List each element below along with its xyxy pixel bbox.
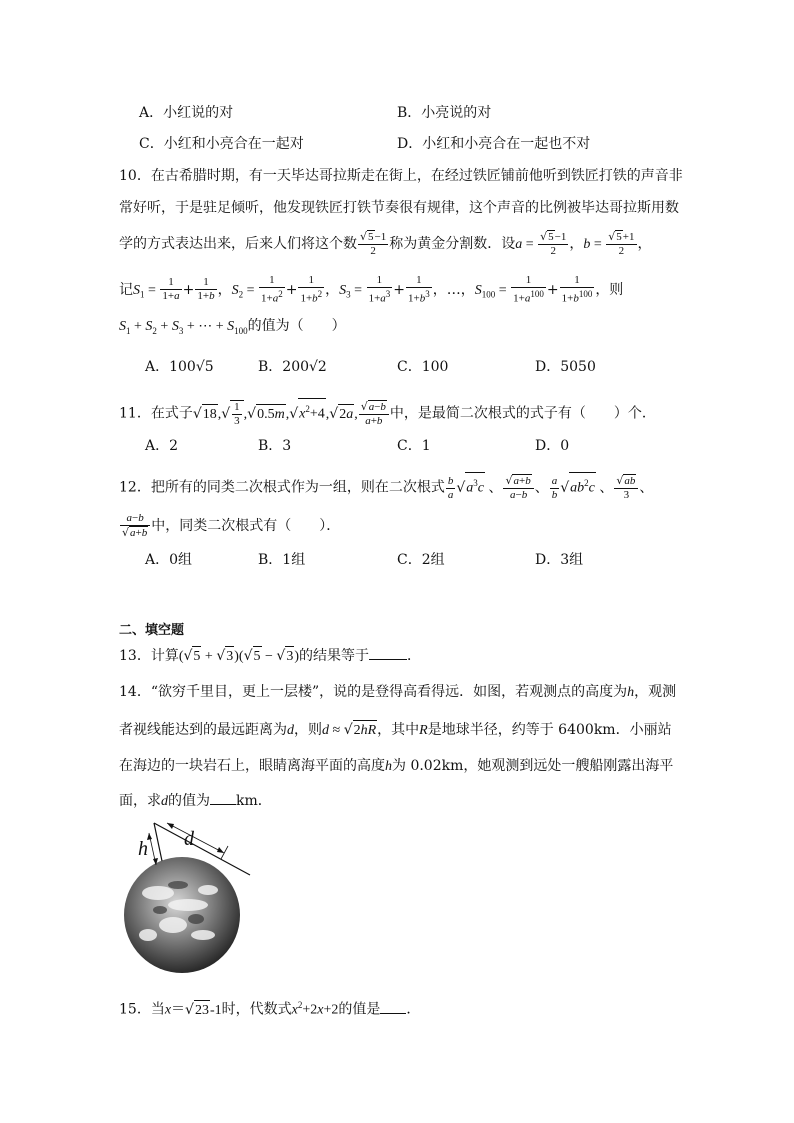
q12-line2: $\frac{a-b}{√a+b}$ 中，同类二次根式有（ ）． <box>122 512 341 539</box>
q9-option-d: D．小红和小亮合在一起也不对 <box>397 136 591 152</box>
q10-option-a: A．100√5 <box>145 359 214 375</box>
q14-line1: 14．“欲穷千里目，更上一层楼”，说的是登得高看得远．如图，若观测点的高度为h，观测 <box>119 684 677 700</box>
q10-line3: 学的方式表达出来，后来人们将这个数 $\frac{√5-1}{2}$ 称为黄金分割数．设a = $\frac{√5-1}{2}$ ，b = $\frac{√5+1}{2}$ ， <box>119 230 652 257</box>
q9-option-c: C．小红和小亮合在一起对 <box>139 136 304 152</box>
q10-option-c: C．100 <box>397 359 449 375</box>
q15-answer-blank[interactable] <box>380 999 406 1014</box>
q12-option-a: A．0组 <box>145 552 193 568</box>
q11-option-b: B．3 <box>258 438 292 454</box>
q9-option-a: A．小红说的对 <box>139 105 234 121</box>
q9-option-b: B．小亮说的对 <box>397 105 492 121</box>
q10-line5: $S_1 + S_2 + S_3$ + ⋯ + $S_{100}$的值为（ ） <box>119 318 346 336</box>
q10-option-d: D．5050 <box>535 359 596 375</box>
q14-line4: 面，求d的值为 km． <box>119 790 272 812</box>
q15-line: 15．当x＝√23-1时，代数式$x^2+2x+2$的值是 ． <box>119 995 420 1021</box>
q11-option-d: D．0 <box>535 438 570 454</box>
figure-label-h: h <box>138 838 148 860</box>
q10-line4: 记$S_1$ = $\frac{1}{1+a}$ + $\frac{1}{1+b}$ ，$S_2$ = $\frac{1}{1+a^2}$ + $\frac{1}{1+b^2}$ ，$S_3$ = $\frac{1}{1+a^3}$ + $\frac{1}{1+b^3}$ ，…，$S_{100}$ = $\frac{1}{1+a^{100}}$ + $\frac{1}{1+b^{100}}$ ，则 <box>119 274 624 305</box>
q14-line3: 在海边的一块岩石上，眼睛离海平面的高度h为 0.02km，她观测到远处一艘船刚露出海平 <box>119 758 674 774</box>
earth-globe <box>124 857 240 973</box>
golden-ratio-fraction: $\frac{√5-1}{2}$ <box>360 230 387 257</box>
q14-answer-blank[interactable] <box>210 790 236 805</box>
q11-option-c: C．1 <box>397 438 431 454</box>
figure-label-d: d <box>184 828 194 850</box>
q10-option-b: B．200√2 <box>258 359 327 375</box>
q12-option-b: B．1组 <box>258 552 306 568</box>
q13-answer-blank[interactable] <box>369 645 407 660</box>
q12-option-c: C．2组 <box>397 552 445 568</box>
q14-line2: 者视线能达到的最远距离为d，则d ≈ √2hR，其中R是地球半径，约等于 6400km．小丽站 <box>119 720 672 741</box>
q10-line1: 10．在古希腊时期，有一天毕达哥拉斯走在街上，在经过铁匠铺前他听到铁匠打铁的声音非 <box>119 168 683 184</box>
q10-line2: 常好听，于是驻足倾听，他发现铁匠打铁节奏很有规律，这个声音的比例被毕达哥拉斯用数 <box>119 200 679 216</box>
q12-line1: 12．把所有的同类二次根式作为一组，则在二次根式 $\frac{b}{a}$ $√a^3c$ 、 $\frac{√a+b}{a-b}$ 、 $\frac{a}{b}$ $√ab^2c$ 、 $\frac{√ab}{3}$ 、 <box>119 472 653 502</box>
q12-option-d: D．3组 <box>535 552 584 568</box>
q11-line: 11．在式子√18,√ $\frac{1}{3}$ $,√0.5m,√x^2+4,√2a$, $\frac{√a-b}{a+b}$ 中，是最简二次根式的式子有（ ）个． <box>119 398 656 428</box>
q11-option-a: A．2 <box>145 438 179 454</box>
q13-line: 13．计算(√5 + √3)(√5 − √3)的结果等于 ． <box>119 645 421 667</box>
earth-figure <box>118 815 258 975</box>
section-title: 二、填空题 <box>119 623 185 638</box>
height-line <box>154 823 162 861</box>
